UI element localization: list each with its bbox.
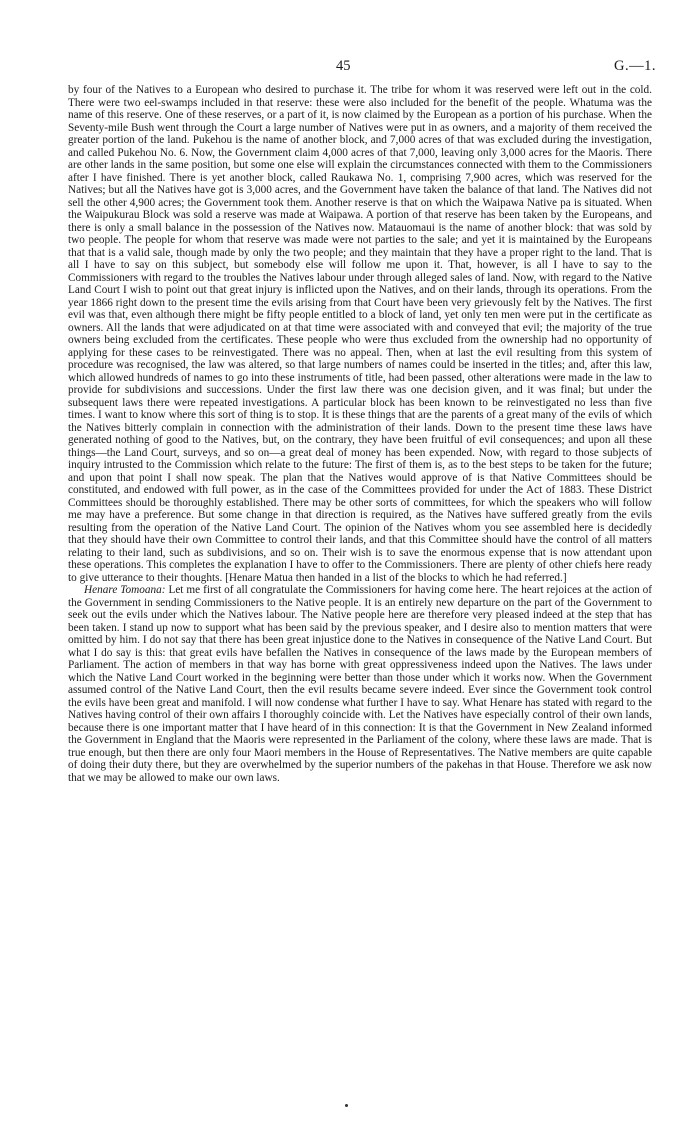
paragraph-text: Let me first of all congratulate the Commissioners for having come here. The heart rejoices at the action of the Government in sending Commissioners to the Native people. It is an entirely new departure on the part of the Government to seek out the evils under which the Natives labour. The Native people here are therefore very pleased indeed at the step that has been taken. I stand up now to support what has been said by the previous speaker, and I desire also to mention matters that were omitted by him. I do not say that there has been great injustice done to the Natives in consequence of the Native Land Court. But what I do say is this: that great evils have befallen the Natives in consequence of the laws made by the European members of Parliament. The action of members in that way has borne with great oppressiveness indeed upon the Natives. The laws under which the Native Land Court worked in the beginning were better than those under which it works now. When the Government assumed control of the Native Land Court, then the evil results became severe indeed. Ever since the Government took control the evils have been great and manifold. I will now condense what further I have to say. What Henare has stated with regard to the Natives having control of their own affairs I thoroughly coincide with. Let the Natives have especially control of their own lands, because there is one important matter that I have heard of in this connection: It is that the Government in New Zealand informed the Government in England that the Maoris were represented in the Parliament of the colony, where these laws are made. That is true enough, but then there are only four Maori members in the House of Representatives. The Native members are quite capable of doing their duty there, but they are overwhelmed by the superior numbers of the pakehas in that House. Therefore we ask now that we may be allowed to make our own laws. — [68, 584, 653, 784]
paragraph — [68, 584, 652, 784]
page-header — [0, 58, 700, 78]
speaker-name: Henare Tomoana: — [84, 584, 166, 596]
document-reference: G.—1. — [614, 58, 656, 74]
page-number: 45 — [336, 58, 351, 74]
body-text — [68, 84, 652, 784]
paragraph-text: by four of the Natives to a European who desired to purchase it. The tribe for whom it was reserved were left out in the cold. There were two eel-swamps included in that reserve: these were also included for the benefit of the people. Whatuma was the name of this reserve. One of these reserves, or a part of it, is now claimed by the European as a portion of his purchase. When the Seventy-mile Bush went through the Court a large number of Natives were put in as owners, and a majority of them received the greater portion of the land. Pukehou is the name of another block, and 7,000 acres of that was excluded during the investigation, and called Pukehou No. 6. Now, the Government claim 4,000 acres of that 7,000, leaving only 3,000 acres for the Maoris. There are other lands in the same position, but some one else will explain the circumstances connected with them to the Commissioners after I have finished. There is yet another block, called Raukawa No. 1, comprising 7,900 acres, which was reserved for the Natives; but all the Natives have got is 3,000 acres, and the Government have taken the balance of that land. The Natives did not sell the other 4,900 acres; the Government took them. Another reserve is that on which the Waipawa Native pa is situated. When the Waipukurau Block was sold a reserve was made at Waipawa. A portion of that reserve has been taken by the Europeans, and there is only a small balance in the possession of the Natives now. Matauomaui is the name of another block: that was sold by two people. The people for whom that reserve was made were not parties to the sale; and yet it is maintained by the Europeans that that is a valid sale, though made by only the two people; and they maintain that they have a proper right to the land. That is all I have to say on this subject, but somebody else will follow me upon it. That, however, is all I have to say to the Commissioners with regard to the troubles the Natives labour under through alleged sales of land. Now, with regard to the Native Land Court I wish to point out that great injury is inflicted upon the Natives, and on their lands, through its operations. From the year 1866 right down to the present time the evils arising from that Court have been very grievously felt by the Natives. The first evil was that, even although there might be fifty people entitled to a block of land, yet only ten men were put in the certificate as owners. All the lands that were adjudicated on at that time were associated with and conveyed that evil; the majority of the true owners being excluded from the certificates. These people who were thus excluded from the ownership had no opportunity of applying for these cases to be reinvestigated. There was no appeal. Then, when at last the evil resulting from this system of procedure was recognised, the law was altered, so that large numbers of names could be inserted in the titles; and, after this law, which allowed hundreds of names to go into these instruments of title, had been passed, other alterations were made in the law to provide for subdivisions and successions. Under the first law there was one decision given, and it was final; but under the subsequent laws there were repeated investigations. A particular block has been known to be reinvestigated no less than five times. I want to know where this sort of thing is to stop. It is these things that are the parents of a great many of the evils of which the Natives bitterly complain in connection with the administration of their lands. Down to the present time these laws have generated nothing of good to the Natives, but, on the contrary, they have been fruitful of evil consequences; and upon all these things—the Land Court, surveys, and so on—a great deal of money has been expended. Now, with regard to those subjects of inquiry intrusted to the Commission which relate to the future: The first of them is, as to the best steps to be taken for the future; and upon that point I shall now speak. The plan that the Natives would approve of is that Native Committees should be constituted, and endowed with full power, as in the case of the Committees provided for under the Act of 1883. These District Committees should be thoroughly established. There may be other sorts of committees, for which the speakers who will follow me may have a preference. But some change in that direction is required, as the Natives have suffered greatly from the evils resulting from the operation of the Native Land Court. The opinion of the Natives whom you see assembled here is decidedly that they should have their own Committee to control their lands, and that this Committee should have the control of all matters relating to their land, such as subdivisions, and so on. Their wish is to save the enormous expense that is now attendant upon these operations. This completes the explanation I have to offer to the Commissioners. There are plenty of other chiefs here ready to give utterance to their thoughts. [Henare Matua then handed in a list of the blocks to which he had referred.] — [68, 84, 652, 584]
paragraph — [68, 84, 652, 584]
footer-mark — [345, 1104, 348, 1107]
